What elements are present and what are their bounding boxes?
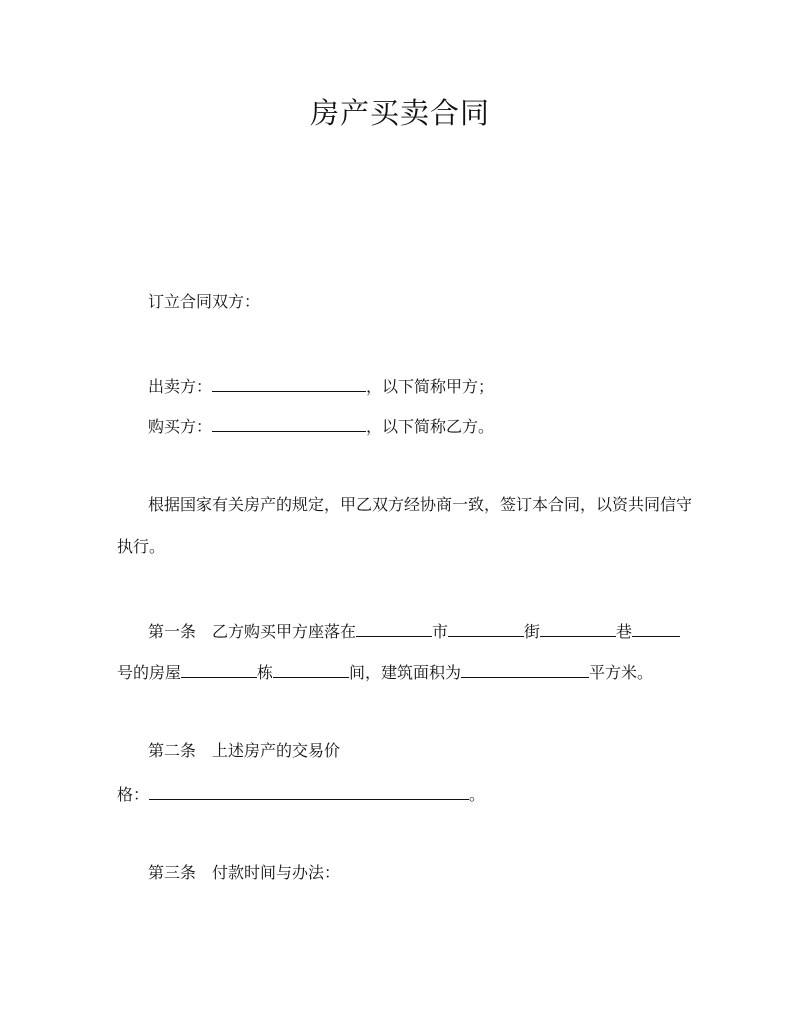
article1-prefix: 第一条 乙方购买甲方座落在 (148, 622, 357, 641)
document-title: 房产买卖合同 (309, 96, 490, 130)
article3-line: 第三条 付款时间与办法： (148, 863, 341, 882)
article1-lane: 巷 (616, 622, 633, 641)
buyer-line (148, 414, 494, 437)
article1-unit: 平方米。 (589, 663, 654, 682)
intro-line: 订立合同双方： (148, 292, 261, 311)
buyer-suffix: ，以下简称乙方。 (366, 417, 495, 436)
article1-building: 栋 (257, 663, 274, 682)
room-blank[interactable] (273, 660, 349, 678)
article1-number-house: 号的房屋 (117, 663, 182, 682)
street-blank[interactable] (448, 619, 524, 637)
article2-line-1: 第二条 上述房产的交易价 (148, 741, 341, 760)
lane-blank[interactable] (540, 619, 616, 637)
article1-line-2 (117, 660, 653, 683)
area-blank[interactable] (461, 660, 589, 678)
building-blank[interactable] (181, 660, 257, 678)
preamble-line-1: 根据国家有关房产的规定，甲乙双方经协商一致，签订本合同，以资共同信守 (148, 495, 693, 514)
article2-line-2 (117, 782, 485, 805)
city-blank[interactable] (356, 619, 432, 637)
article1-line-1 (148, 619, 680, 642)
seller-label: 出卖方： (148, 377, 213, 396)
seller-suffix: ，以下简称甲方； (366, 377, 495, 396)
preamble-line-2: 执行。 (117, 537, 166, 556)
article1-street: 街 (524, 622, 541, 641)
article1-room-area: 间，建筑面积为 (349, 663, 462, 682)
buyer-label: 购买方： (148, 417, 213, 436)
article2-end: 。 (469, 785, 486, 804)
price-blank[interactable] (149, 782, 469, 800)
house-number-blank[interactable] (632, 619, 680, 637)
buyer-name-blank[interactable] (212, 414, 366, 432)
article2-label: 格： (117, 785, 150, 804)
seller-name-blank[interactable] (212, 374, 366, 392)
article1-city: 市 (432, 622, 449, 641)
seller-line (148, 374, 494, 397)
